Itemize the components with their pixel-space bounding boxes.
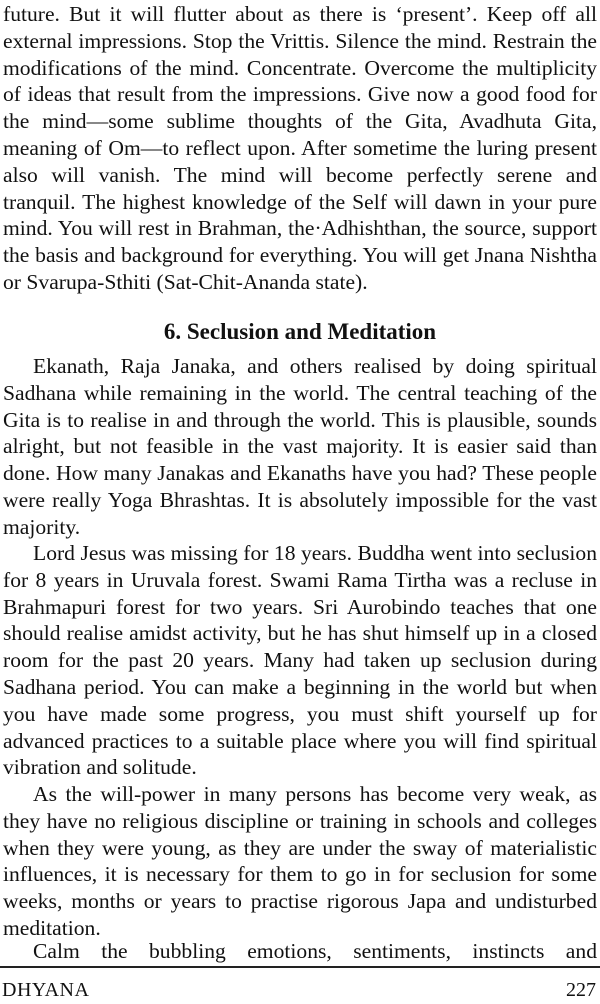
section-heading: 6. Seclusion and Meditation xyxy=(163,319,437,344)
paragraph-will-power: As the will-power in many persons has become very weak, as they have no religious discipline or training in schools and colleges when they were young, as they are under the sway of materialistic influences, it is necessary for them to go in for seclusion for some weeks, months or years to practise rigorous Japa and undisturbed meditation. xyxy=(3,782,597,940)
section-paragraph-block-2 xyxy=(3,540,597,781)
intro-paragraph: future. But it will flutter about as there is ‘present’. Keep off all external impressions. Stop the Vrittis. Silence the mind. Restrain the modifications of the mind. Concentrate. Overcome the multiplicity of ideas that result from the impressions. Give now a good food for the mind—some sublime thoughts of the Gita, Avadhuta Gita, meaning of Om—to reflect upon. After sometime the luring present also will vanish. The mind will become perfectly serene and tranquil. The highest knowledge of the Self will dawn in your pure mind. You will rest in Brahman, the·Adhishthan, the source, support the basis and background for everything. You will get Jnana Nishtha or Svarupa-Sthiti (Sat-Chit-Ananda state). xyxy=(3,2,597,294)
intro-paragraph-block xyxy=(3,1,597,296)
paragraph-calm-emotions: Calm the bubbling emotions, sentiments, instincts and xyxy=(33,939,597,963)
section-paragraph-block-4 xyxy=(3,938,597,965)
running-title: DHYANA xyxy=(2,979,90,1001)
section-paragraph-block-1 xyxy=(3,353,597,541)
page-number: 227 xyxy=(566,979,596,1001)
section-paragraph-block-3 xyxy=(3,781,597,942)
page-footer xyxy=(0,977,600,1003)
paragraph-lord-jesus: Lord Jesus was missing for 18 years. Buddha went into seclusion for 8 years in Uruvala forest. Swami Rama Tirtha was a recluse in Brahmapuri forest for two years. Sri Aurobindo teaches that one should realise amidst activity, but he has shut himself up in a closed room for the past 20 years. Many had taken up seclusion during Sadhana period. You can make a beginning in the world but when you have made some progress, you must shift yourself up for advanced practices to a suitable place where you will find spiritual vibration and solitude. xyxy=(3,541,597,780)
paragraph-ekanath: Ekanath, Raja Janaka, and others realised by doing spiritual Sadhana while remaining in the world. The central teaching of the Gita is to realise in and through the world. This is plausible, sounds alright, but not feasible in the vast majority. It is easier said than done. How many Janakas and Ekanaths have you had? These people were really Yoga Bhrashtas. It is absolutely impossible for the vast majority. xyxy=(3,354,597,539)
footer-rule xyxy=(0,966,600,968)
